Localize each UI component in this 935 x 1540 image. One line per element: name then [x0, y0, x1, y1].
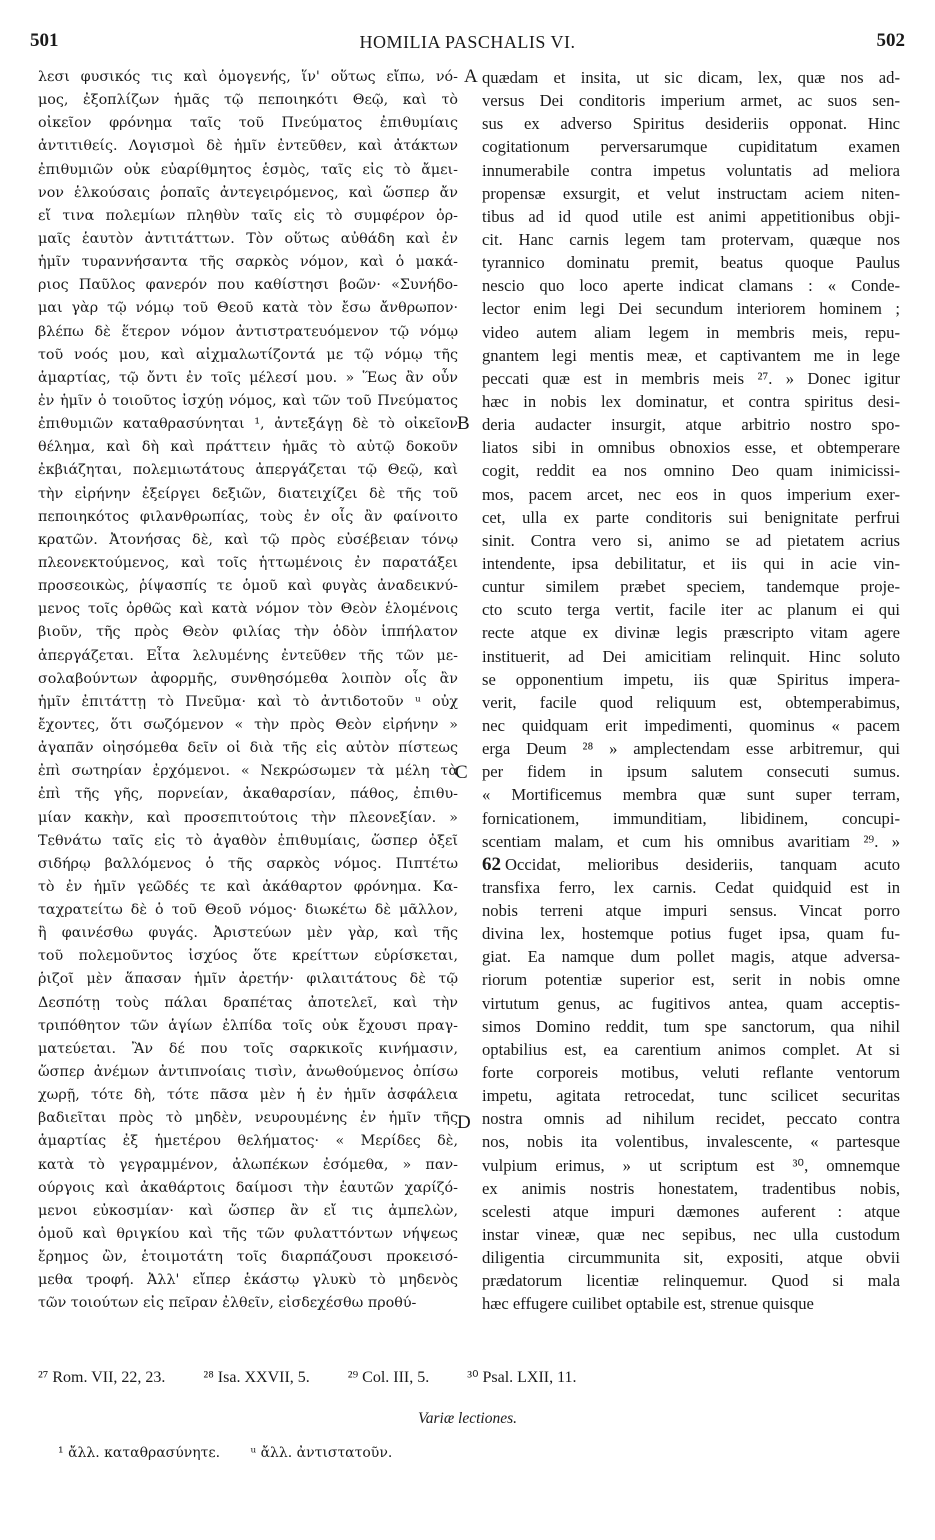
- greek-text-line: θέλημα, καὶ δὴ καὶ πράττειν ἡμᾶς τὸ αὐτῷ δοκοῦν: [38, 439, 458, 456]
- variant-reading: ᵘ ἄλλ. ἀντιστατοῦν.: [250, 1445, 393, 1461]
- latin-text-line: verit, facile quod reliquum est, obtemperabimus,: [482, 692, 900, 712]
- latin-text-line: sinit. Contra vero si, animo se ad pietatem acrius: [482, 530, 900, 550]
- latin-text-line: prædatorum licentiæ relinquemur. Quod si mala: [482, 1271, 900, 1291]
- greek-text-line: εἴ τινα πολεμίων πληθὺν ταῖς εἰς τὸ συμφέρον ὁρ-: [38, 207, 458, 224]
- latin-text-line: hæc in nobis lex dominatur, et contra spiritus desi-: [482, 391, 900, 411]
- greek-text-line: κρατῶν. Ἀτονήσας δὲ, καὶ τῷ πρὸς εὐσέβειαν τόνῳ: [38, 531, 458, 548]
- latin-text-line: cuntur similem præbet speciem, tandemque proje-: [482, 577, 900, 597]
- greek-text-line: σιδήρῳ βαλλόμενος ὁ τῆς σαρκὸς νόμος. Πιπτέτω: [38, 855, 458, 872]
- latin-text-line: transfixa ferro, lex carnis. Cedat quidquid est in: [482, 877, 900, 897]
- greek-text-line: ἔχοντες, ὅτι σωζόμενον « τὴν πρὸς Θεὸν εἰρήνην »: [38, 716, 458, 733]
- latin-text-line: simos Domino reddit, tum spe sanctorum, qua nihil: [482, 1016, 900, 1036]
- greek-text-line: μίαν κακὴν, καὶ προσεπιτούτοις τὴν πλεονεξίαν. »: [38, 809, 458, 826]
- greek-text-line: ὁμοῦ καὶ θριγκίου καὶ τῆς τῶν φυλαττόντων νήψεως: [38, 1226, 458, 1243]
- greek-text-line: μενοι εὐκοσμίαν· καὶ ὥσπερ ἂν εἴ τις ἀμπελὼν,: [38, 1202, 458, 1219]
- latin-text-line: versus Dei conditoris imperium armet, ac suos sen-: [482, 91, 900, 111]
- greek-text-line: ἔρημος ὢν, ἑτοιμοτάτη τοῖς διαρπάζουσι προκεισό-: [38, 1249, 458, 1266]
- greek-text-line: ὥσπερ ἀνέμων ἀντιπνοίαις τισὶν, ἀνωθούμενος ὀπίσω: [38, 1064, 458, 1081]
- footnote: ²⁷ Rom. VII, 22, 23.: [38, 1369, 166, 1386]
- greek-text-line: προσεοικὼς, ῥίψασπίς τε ὁμοῦ καὶ φυγὰς ἀναδεικνύ-: [38, 578, 458, 595]
- latin-text-line: forte corporeis motibus, veluti reflante ventorum: [482, 1063, 900, 1083]
- page-number-left: 501: [30, 30, 59, 51]
- latin-text-line: deria audacter insurgit, atque arbitrio nostro spo-: [482, 415, 900, 435]
- latin-text-line: impetu, agitata retrocedat, tunc scilicet securitas: [482, 1086, 900, 1106]
- latin-text-line: lector enim legi Dei secundum interiorem hominem ;: [482, 299, 900, 319]
- greek-text-line: τριπόθητον τῶν ἁγίων ἐλπίδα τοῖς οὐκ ἔχουσι πραγ-: [38, 1017, 458, 1034]
- greek-text-line: ταχρατείτω δὲ ὁ τοῦ Θεοῦ νόμος· διωκέτω δὲ μᾶλλον,: [38, 902, 458, 919]
- greek-text-line: βιοῦν, τῆς πρὸς Θεὸν φιλίας τὴν ὁδὸν ἱππήλατον: [38, 624, 458, 641]
- footnote: ³⁰ Psal. LXII, 11.: [467, 1369, 577, 1386]
- latin-text-line: nescio quo loco aperte indicat clamans : « Conde-: [482, 276, 900, 296]
- running-title: HOMILIA PASCHALIS VI.: [359, 32, 576, 52]
- greek-text-line: ἐκβιάζηται, πολεμιωτάτους ἀπεργάζεται τῷ Θεῷ, καὶ: [38, 462, 458, 479]
- latin-line-text: Occidat, melioribus desideriis, tanquam acuto: [505, 854, 900, 874]
- latin-text-line: riorum potentiæ superior est, serit in nobis omne: [482, 970, 900, 990]
- footnotes: [38, 1367, 898, 1387]
- latin-text-line: diligentia circummunita sit, expositi, atque obvii: [482, 1248, 900, 1268]
- latin-text-line: optabilius est, ea carentium animos complet. At si: [482, 1039, 900, 1059]
- greek-text-line: ἐπιθυμιῶν οὐκ εὐαρίθμητος ἑσμὸς, ταῖς εἰς τὸ ἄμει-: [38, 161, 458, 178]
- greek-text-line: ἀπεργάζεται. Εἶτα λελυμένης ἐντεῦθεν τῆς τῶν με-: [38, 647, 458, 664]
- greek-text-line: ἐπιθυμιῶν καταθρασύνηται ¹, ἀντεξάγῃ δὲ τὸ οἰκεῖον: [38, 416, 458, 433]
- greek-text-line: ἡμῖν ἐπιτάττῃ τὸ Πνεῦμα· καὶ τὸ ἀντιδοτοῦν ᵘ οὐχ: [38, 693, 458, 710]
- greek-text-line: νον ἑλκούσαις ῥοπαῖς ἀντεγειρόμενος, καὶ ὥσπερ ἄν: [38, 184, 458, 201]
- latin-text-line: per fidem in ipsum salutem consecuti sumus.: [482, 762, 900, 782]
- greek-text-line: πεποιηκότος φιλανθρωπίας, τοὺς ἐν οἷς ἂν φαίνοιτο: [38, 508, 458, 525]
- greek-text-line: μενος τοῖς ὀρθῶς καὶ κατὰ νόμον τὸν Θεὸν ἑλομένοις: [38, 601, 458, 618]
- latin-text-line: cet, ulla ex parte conditoris sui benignitate perfrui: [482, 507, 900, 527]
- greek-text-line: ἐπὶ τῆς γῆς, πορνείαν, ἀκαθαρσίαν, πάθος, ἐπιθυ-: [38, 786, 458, 803]
- latin-text-line: peccati quæ est in membris meis ²⁷. » Donec igitur: [482, 368, 900, 388]
- footnote: ²⁹ Col. III, 5.: [347, 1369, 430, 1386]
- latin-text-line: scelesti atque impuri dæmones auferent : atque: [482, 1201, 900, 1221]
- variae-lectiones-title: Variæ lectiones.: [417, 1410, 518, 1427]
- latin-text-line: liatos sibi in omnibus obnoxios esse, et obtemperare: [482, 438, 900, 458]
- greek-text-line: τοῦ πολεμοῦντος ἰσχύος ὅτε κρείττων εὑρίσκεται,: [38, 948, 458, 965]
- greek-text-line: μεθα τροφή. Ἀλλ' εἴπερ ἑκάστῳ γλυκὺ τὸ μηδενὸς: [38, 1272, 458, 1289]
- footnote: ²⁸ Isa. XXVII, 5.: [203, 1369, 310, 1386]
- greek-text-line: σολαβούντων ἀφορμῆς, συνθησόμεθα λοιπὸν οἷς ἂν: [38, 670, 458, 687]
- greek-text-line: ριος Παῦλος φανερόν που καθίστησι βοῶν· «Συνήδο-: [38, 277, 458, 294]
- latin-text-line: sus ex adverso Spiritus desideriis opponat. Hinc: [482, 114, 900, 134]
- greek-text-line: ούργοις καὶ ἀκαθάρτοις δαίμοσι τὴν ἑαυτῶν χαρίζό-: [38, 1179, 458, 1196]
- latin-text-line: hæc effugere cuilibet optabile est, strenue quisque: [482, 1294, 814, 1314]
- greek-text-line: χωρῇ, τότε δὴ, τότε πᾶσα μὲν ἡ ἐν ἡμῖν ἀσφάλεια: [38, 1087, 458, 1104]
- latin-text-line: tyrannico dominatu premit, beatus quoque Paulus: [482, 253, 900, 273]
- greek-text-line: μαῖς ἑαυτὸν ἀντιτάττων. Τὸν οὕτως αὐθάδη καὶ ἐν: [38, 230, 458, 247]
- latin-text-line: gnantem legi mentis meæ, et captivantem me in lege: [482, 345, 900, 365]
- latin-text-line: cogit, reddit ea nos omnino Deo quam inimicissi-: [482, 461, 900, 481]
- greek-text-line: βαδιεῖται πρὸς τὸ μηδὲν, νευρουμένης ἐν ἡμῖν τῆς: [38, 1110, 458, 1127]
- latin-text-line: ex animis nostris honestatem, tradentibus nobis,: [482, 1178, 900, 1198]
- latin-text-line: divina lex, hostemque potius fuget ipsa, quam fu-: [482, 924, 900, 944]
- greek-text-line: ἀγαπᾶν οἰησόμεθα δεῖν οἱ διὰ τῆς εἰς αὐτὸν πίστεως: [38, 740, 458, 757]
- greek-text-line: ἁμαρτίας, τῷ ὄντι ἐν τοῖς μέλεσί μου. » Ἕως ἂν οὖν: [38, 369, 458, 386]
- latin-text-line: cogitationum perversarumque cupiditatum examen: [482, 137, 900, 157]
- latin-text-line: giat. Ea namque dum pollet magis, atque adversa-: [482, 947, 900, 967]
- greek-text-line: βλέπω δὲ ἕτερον νόμον ἀντιστρατευόμενον τῷ νόμῳ: [38, 323, 458, 340]
- margin-letter-b: B: [457, 413, 470, 434]
- latin-text-line: [482, 853, 900, 876]
- latin-text-line: instituerit, ad Dei amicitiam relinquit. Hinc soluto: [482, 646, 900, 666]
- latin-text-line: nostra omnis ad nihilum recidet, peccato contra: [482, 1109, 900, 1129]
- greek-text-line: κατὰ τὸ γεγραμμένον, ἀλωπέκων ἐσόμεθα, » παν-: [38, 1156, 458, 1173]
- latin-text-line: cto scuto terga vertit, facile iter ac planum ei qui: [482, 600, 900, 620]
- greek-text-line: ἐπὶ σωτηρίαν ἐρχόμενοι. « Νεκρώσωμεν τὰ μέλη τὰ: [38, 763, 458, 780]
- latin-text-line: instar vineæ, quæ nec sepibus, nec ulla custodum: [482, 1225, 900, 1245]
- greek-text-line: τὴν εἰρήνην ἐξείργει δεξιῶν, διατειχίζει δὲ τῆς τοῦ: [38, 485, 458, 502]
- greek-text-line: ἁμαρτίας ἐξ ἡμετέρου θελήματος· « Μερίδες δὲ,: [38, 1133, 458, 1150]
- latin-text-line: se opponentium impetu, iis quæ Spiritus impera-: [482, 669, 900, 689]
- latin-text-line: vulpium erimus, » ut scriptum est ³⁰, omnemque: [482, 1155, 900, 1175]
- greek-text-line: Δεσπότῃ τοὺς πάλαι δραπέτας ἀποτελεῖ, καὶ τὴν: [38, 994, 458, 1011]
- latin-text-line: nec quidquam erit impedimenti, quominus « pacem: [482, 715, 900, 735]
- greek-text-line: τὸ ἐν ἡμῖν γεῶδές τε καὶ ἀκάθαρτον φρόνημα. Κα-: [38, 878, 458, 895]
- greek-text-line: τῶν τοιούτων εἰς πεῖραν ἐλθεῖν, εἰσδεχέσθω προθύ-: [38, 1295, 417, 1312]
- greek-text-line: πλεονεκτούμενος, καὶ τοῖς ἡττωμένοις ἐν παρατάξει: [38, 554, 458, 571]
- greek-text-line: μος, ἐξοπλίζων ἡμᾶς τῷ πεποιηκότι Θεῷ, καὶ τὸ: [38, 92, 458, 109]
- margin-letter-a: A: [464, 66, 478, 87]
- greek-text-line: ματεύεται. Ἂν δέ που τοῖς σαρκικοῖς κινήμασιν,: [38, 1040, 458, 1057]
- greek-text-line: μαι γὰρ τῷ νόμῳ τοῦ Θεοῦ κατὰ τὸν ἔσω ἄνθρωπον·: [38, 300, 458, 317]
- latin-text-line: erga Deum ²⁸ » amplectendam esse arbitremur, qui: [482, 739, 900, 759]
- greek-text-line: λεσι φυσικός τις καὶ ὁμογενής, ἵν' οὕτως εἴπω, νό-: [38, 69, 458, 85]
- greek-text-line: Τεθνάτω ταῖς εἰς τὸ ἀγαθὸν ἐπιθυμίαις, ὥσπερ ὀξεῖ: [38, 832, 458, 849]
- latin-text-line: tibus ad id quod utile est animi appetitionibus obji-: [482, 206, 900, 226]
- margin-letter-d: D: [457, 1112, 471, 1133]
- latin-text-line: nos, nobis ita volentibus, invalescente, « partesque: [482, 1132, 900, 1152]
- greek-text-line: τοῦ νοός μου, καὶ αἰχμαλωτίζοντά με τῷ νόμῳ τῆς: [38, 346, 458, 363]
- greek-text-line: ῥιζοῖ μὲν ἅπασαν ἡμῖν ἀρετήν· φιλαιτάτους δὲ τῷ: [38, 971, 458, 988]
- latin-text-line: cit. Hanc carnis legem tam protervam, quæque nos: [482, 229, 900, 249]
- latin-text-line: innumerabile contra impetus voluntatis ad meliora: [482, 160, 900, 180]
- latin-text-line: quædam et insita, ut sic dicam, lex, quæ nos ad-: [482, 68, 900, 87]
- latin-column: [482, 66, 900, 1316]
- latin-text-line: recte atque ex divinæ legis præscripto vitam agere: [482, 623, 900, 643]
- latin-text-line: nobis terreni atque impuri sensus. Vincat porro: [482, 901, 900, 921]
- greek-text-line: οἰκεῖον φρόνημα ταῖς τοῦ Πνεύματος ἐπιθυμίαις: [38, 115, 458, 132]
- latin-text-line: mos, pacem arcet, nec eos in quos imperium exer-: [482, 484, 900, 504]
- latin-text-line: « Mortificemus membra quæ sunt super terram,: [482, 785, 900, 805]
- margin-letter-c: C: [455, 762, 468, 783]
- latin-text-line: propensæ exsurgit, et velut instructam aciem niten-: [482, 183, 900, 203]
- variant-readings: [58, 1445, 878, 1461]
- latin-text-line: virtutum genus, ac fugitivos antea, quam acceptis-: [482, 993, 900, 1013]
- page-number-right: 502: [876, 30, 905, 51]
- latin-text-line: fornicationem, immunditiam, libidinem, concupi-: [482, 808, 900, 828]
- greek-text-line: ἐν ἡμῖν ὁ τοιοῦτος ἰσχύῃ νόμος, καὶ τῶν τοῦ Πνεύματος: [38, 392, 458, 409]
- page-header: [30, 30, 905, 60]
- section-number: 62: [482, 853, 501, 875]
- greek-text-line: ἀντιτιθείς. Λογισμοὶ δὲ ἡμῖν ἐντεῦθεν, καὶ ἀτάκτων: [38, 138, 458, 155]
- variant-reading: ¹ ἄλλ. καταθρασύνητε.: [58, 1445, 221, 1461]
- latin-text-line: intendente, ipsa debilitatur, et iis qui in acie vin-: [482, 553, 900, 573]
- greek-text-line: ἢ φαινέσθω φυγάς. Ἀριστεύων μὲν γὰρ, καὶ τῆς: [38, 925, 458, 942]
- greek-text-line: ἡμῖν τυραννήσαντα τῆς σαρκὸς νόμον, καὶ ὁ μακά-: [38, 254, 458, 271]
- greek-column: [38, 66, 458, 1316]
- latin-text-line: scentiam malam, et cum his omnibus avaritiam ²⁹. »: [482, 831, 900, 851]
- latin-text-line: video autem aliam legem in membris meis, repu-: [482, 322, 900, 342]
